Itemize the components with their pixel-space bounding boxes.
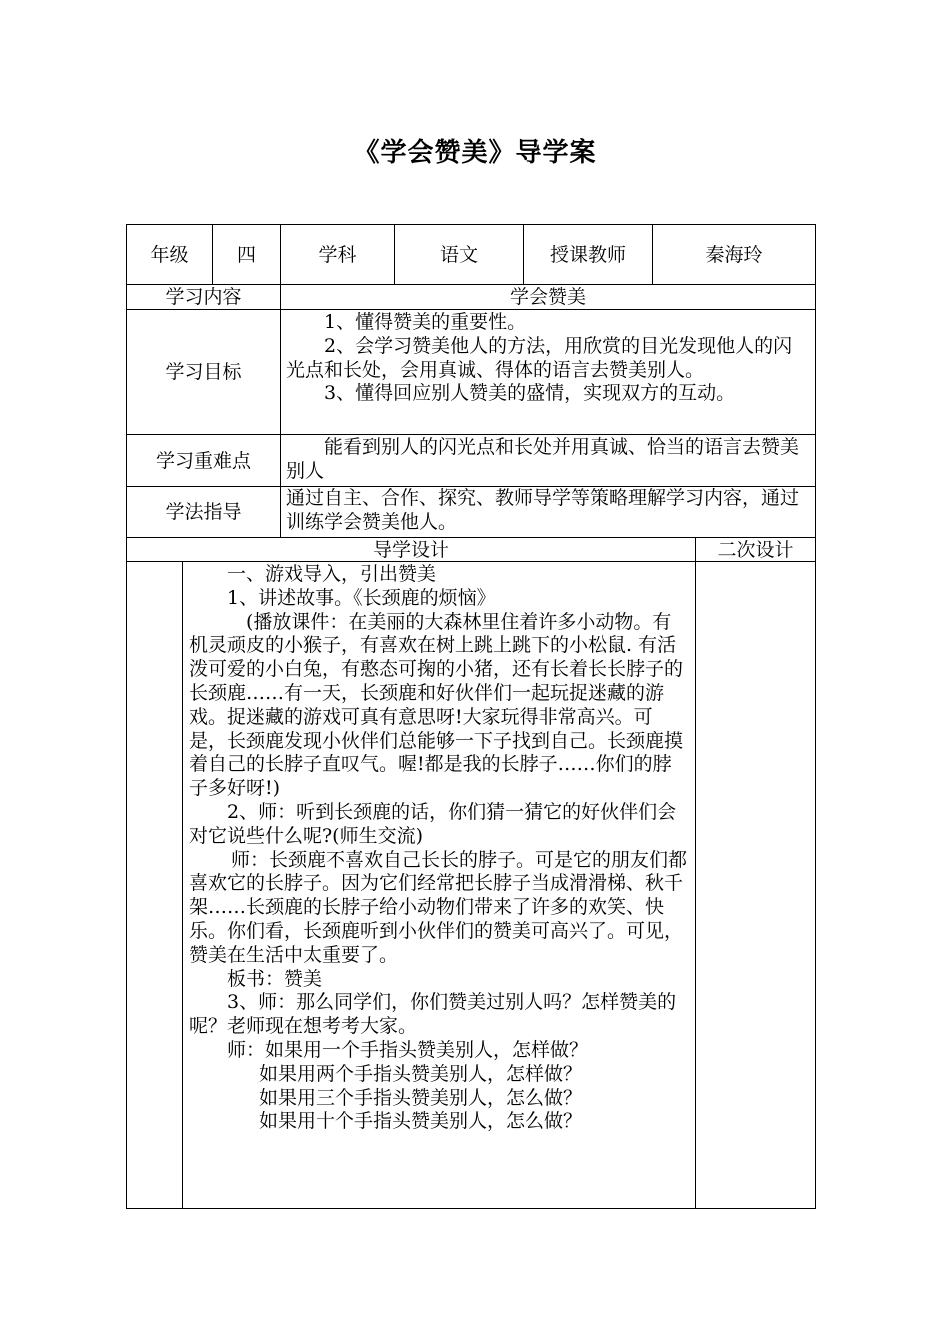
difficulty-value: 能看到别人的闪光点和长处并用真诚、恰当的语言去赞美别人 [286,436,800,482]
grade-value: 四 [236,243,256,266]
teacher-value: 秦海玲 [705,243,763,266]
design-header: 导学设计 [372,538,449,561]
method-label: 学法指导 [165,501,242,523]
design-paragraph: 如果用十个手指头赞美别人，怎么做？ [259,1110,583,1133]
design-body [189,563,689,1134]
design-paragraph: 如果用三个手指头赞美别人，怎么做？ [259,1086,583,1109]
content-label: 学习内容 [165,286,242,308]
design-paragraph: 师：长颈鹿不喜欢自己长长的脖子。可是它的朋友们都喜欢它的长脖子。因为它们经常把长脖子当成滑滑梯、秋千架……长颈鹿的长脖子给小动物们带来了许多的欢笑、快乐。你们看，长颈鹿听到小伙伴们的赞美可高兴了。可见，赞美在生活中太重要了。 [189,848,688,966]
design-paragraph: 3、师：那么同学们，你们赞美过别人吗？怎样赞美的呢？老师现在想考考大家。 [189,991,677,1038]
subject-label: 学科 [318,243,357,266]
design-paragraph: 1、讲述故事。《长颈鹿的烦恼》 [227,586,496,609]
second-design-header: 二次设计 [717,538,794,561]
design-paragraph: 如果用两个手指头赞美别人，怎样做？ [259,1062,583,1085]
subject-value: 语文 [439,243,478,266]
method-value: 通过自主、合作、探究、教师导学等策略理解学习内容，通过训练学会赞美他人。 [286,487,800,533]
difficulty-label: 学习重难点 [155,449,251,472]
design-paragraph: (播放课件：在美丽的大森林里住着许多小动物。有机灵顽皮的小猴子，有喜欢在树上跳上跳下的小松鼠. 有活泼可爱的小白兔，有憨态可掬的小猪，还有长着长长脖子的长颈鹿……有一天，长颈鹿和好伙伴们一起玩捉迷藏的游戏。捉迷藏的游戏可真有意思呀!大家玩得非常高兴。可是，长颈鹿发现小伙伴们总能够一下子找到自己。长颈鹿摸着自己的长脖子直叹气。喔!都是我的长脖子……你们的脖子多好呀!) [189,610,684,800]
teacher-label: 授课教师 [549,243,626,266]
goal-item: 1、懂得赞美的重要性。 [324,311,527,333]
design-paragraph: 一、游戏导入，引出赞美 [227,563,437,585]
content-value: 学会赞美 [509,286,586,308]
design-paragraph: 2、师：听到长颈鹿的话，你们猜一猜它的好伙伴们会对它说些什么呢?(师生交流) [189,800,677,847]
grade-label: 年级 [150,243,189,266]
document-title: 《学会赞美》导学案 [353,138,597,168]
design-paragraph: 板书：赞美 [227,967,323,990]
goal-item: 3、懂得回应别人赞美的盛情，实现双方的互动。 [324,382,736,405]
goal-item: 2、会学习赞美他人的方法，用欣赏的目光发现他人的闪光点和长处，会用真诚、得体的语言去赞美别人。 [286,334,793,381]
goals-list [286,311,810,406]
goals-label: 学习目标 [165,361,242,383]
design-paragraph: 师：如果用一个手指头赞美别人，怎样做？ [227,1038,589,1061]
